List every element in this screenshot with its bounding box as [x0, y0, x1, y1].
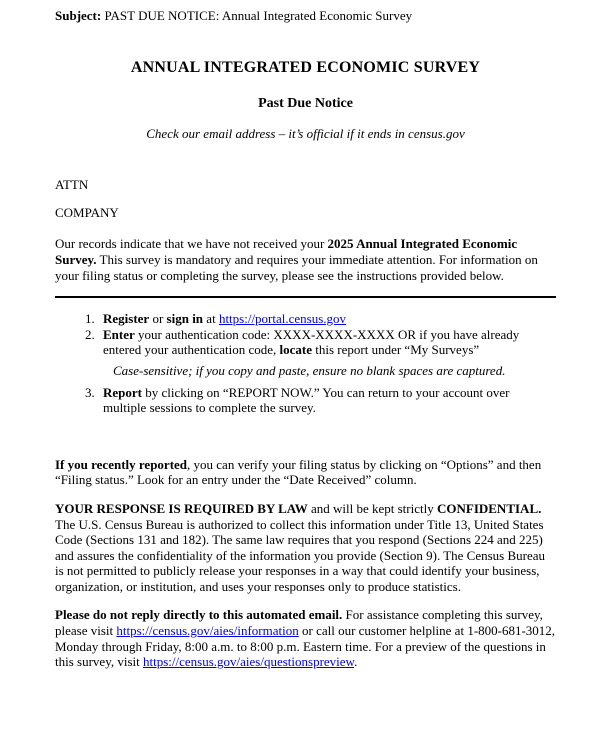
subject-text: PAST DUE NOTICE: Annual Integrated Economic Survey — [101, 8, 413, 23]
document-title: ANNUAL INTEGRATED ECONOMIC SURVEY — [130, 58, 481, 76]
legal-paragraph — [55, 501, 556, 595]
step-item-2 — [55, 327, 556, 358]
step3-text: by clicking on “REPORT NOW.” You can return to your account over multiple sessions to complete the survey. — [103, 384, 510, 416]
legal-text-1: and will be kept strictly — [307, 500, 437, 516]
attn-line: ATTN — [55, 177, 89, 193]
step-number-1: 1. — [85, 311, 95, 327]
step1-text-2: at — [203, 311, 219, 327]
portal-link[interactable]: https://portal.census.gov — [218, 311, 347, 327]
auth-code-note: Case-sensitive; if you copy and paste, ensure no blank spaces are captured. — [113, 362, 506, 378]
information-link[interactable]: https://census.gov/aies/information — [116, 623, 299, 639]
step-item-3 — [55, 385, 556, 416]
step1-register-bold: Register — [103, 311, 150, 327]
intro-pre: Our records indicate that we have not received your — [55, 236, 328, 252]
footer-paragraph — [55, 607, 556, 669]
step-number-3: 3. — [85, 384, 95, 400]
step3-report-bold: Report — [103, 384, 142, 400]
intro-paragraph — [55, 236, 556, 283]
filing-status-text: , you can verify your filing status by clicking on “Options” and then “Filing status.” Look for an entry under the “Date Received” column. — [55, 456, 542, 488]
subject-label: Subject: — [55, 8, 102, 23]
footer-text-2: or call our customer helpline at 1-800-681-3012, Monday through Friday, 8:00 a.m. to 8:00 p.m. Eastern time. For a preview of the questions in this survey, visit — [55, 623, 556, 670]
footer-text-3: . — [354, 654, 358, 670]
step2-text-2: this report under “My Surveys” — [312, 342, 480, 358]
step2-enter-bold: Enter — [103, 326, 135, 342]
filing-status-bold: If you recently reported — [55, 456, 188, 472]
step-item-1 — [55, 311, 556, 327]
step-number-2: 2. — [85, 326, 95, 342]
filing-status-paragraph — [55, 457, 556, 488]
company-line: COMPANY — [55, 204, 119, 220]
subject-line — [55, 8, 556, 24]
step2-text: your authentication code: XXXX-XXXX-XXXX OR if you have already entered your authentication code, — [103, 326, 520, 358]
legal-text-2: The U.S. Census Bureau is authorized to collect this information under Title 13, United States Code (Sections 131 and 182). The same law requires that you respond (Sections 224 and 225) and assures the confidentiality of the information you provide (Section 9). The Census Bureau is not permitted to publicly release your responses in a way that could identify your business, organization, or institution, and uses your responses only to produce statistics. — [55, 516, 546, 594]
intro-post: This survey is mandatory and requires your immediate attention. For information on your filing status or completing the survey, please see the instructions provided below. — [55, 251, 538, 283]
divider — [55, 296, 556, 298]
do-not-reply-bold: Please do not reply directly to this automated email. — [55, 607, 343, 623]
questions-preview-link[interactable]: https://census.gov/aies/questionspreview — [143, 654, 355, 670]
document-subtitle: Past Due Notice — [258, 95, 353, 111]
steps-list — [55, 311, 556, 416]
step1-signin-bold: sign in — [166, 311, 204, 327]
step2-locate-bold: locate — [279, 342, 312, 358]
footer-text-1: For assistance completing this survey, please visit — [55, 607, 543, 639]
email-tagline: Check our email address – it’s official if it ends in census.gov — [146, 125, 465, 141]
required-by-law-bold: YOUR RESPONSE IS REQUIRED BY LAW — [55, 500, 308, 516]
confidential-bold: CONFIDENTIAL. — [436, 500, 542, 516]
survey-name-bold: 2025 Annual Integrated Economic Survey. — [55, 236, 518, 267]
step1-text: or — [149, 311, 167, 327]
